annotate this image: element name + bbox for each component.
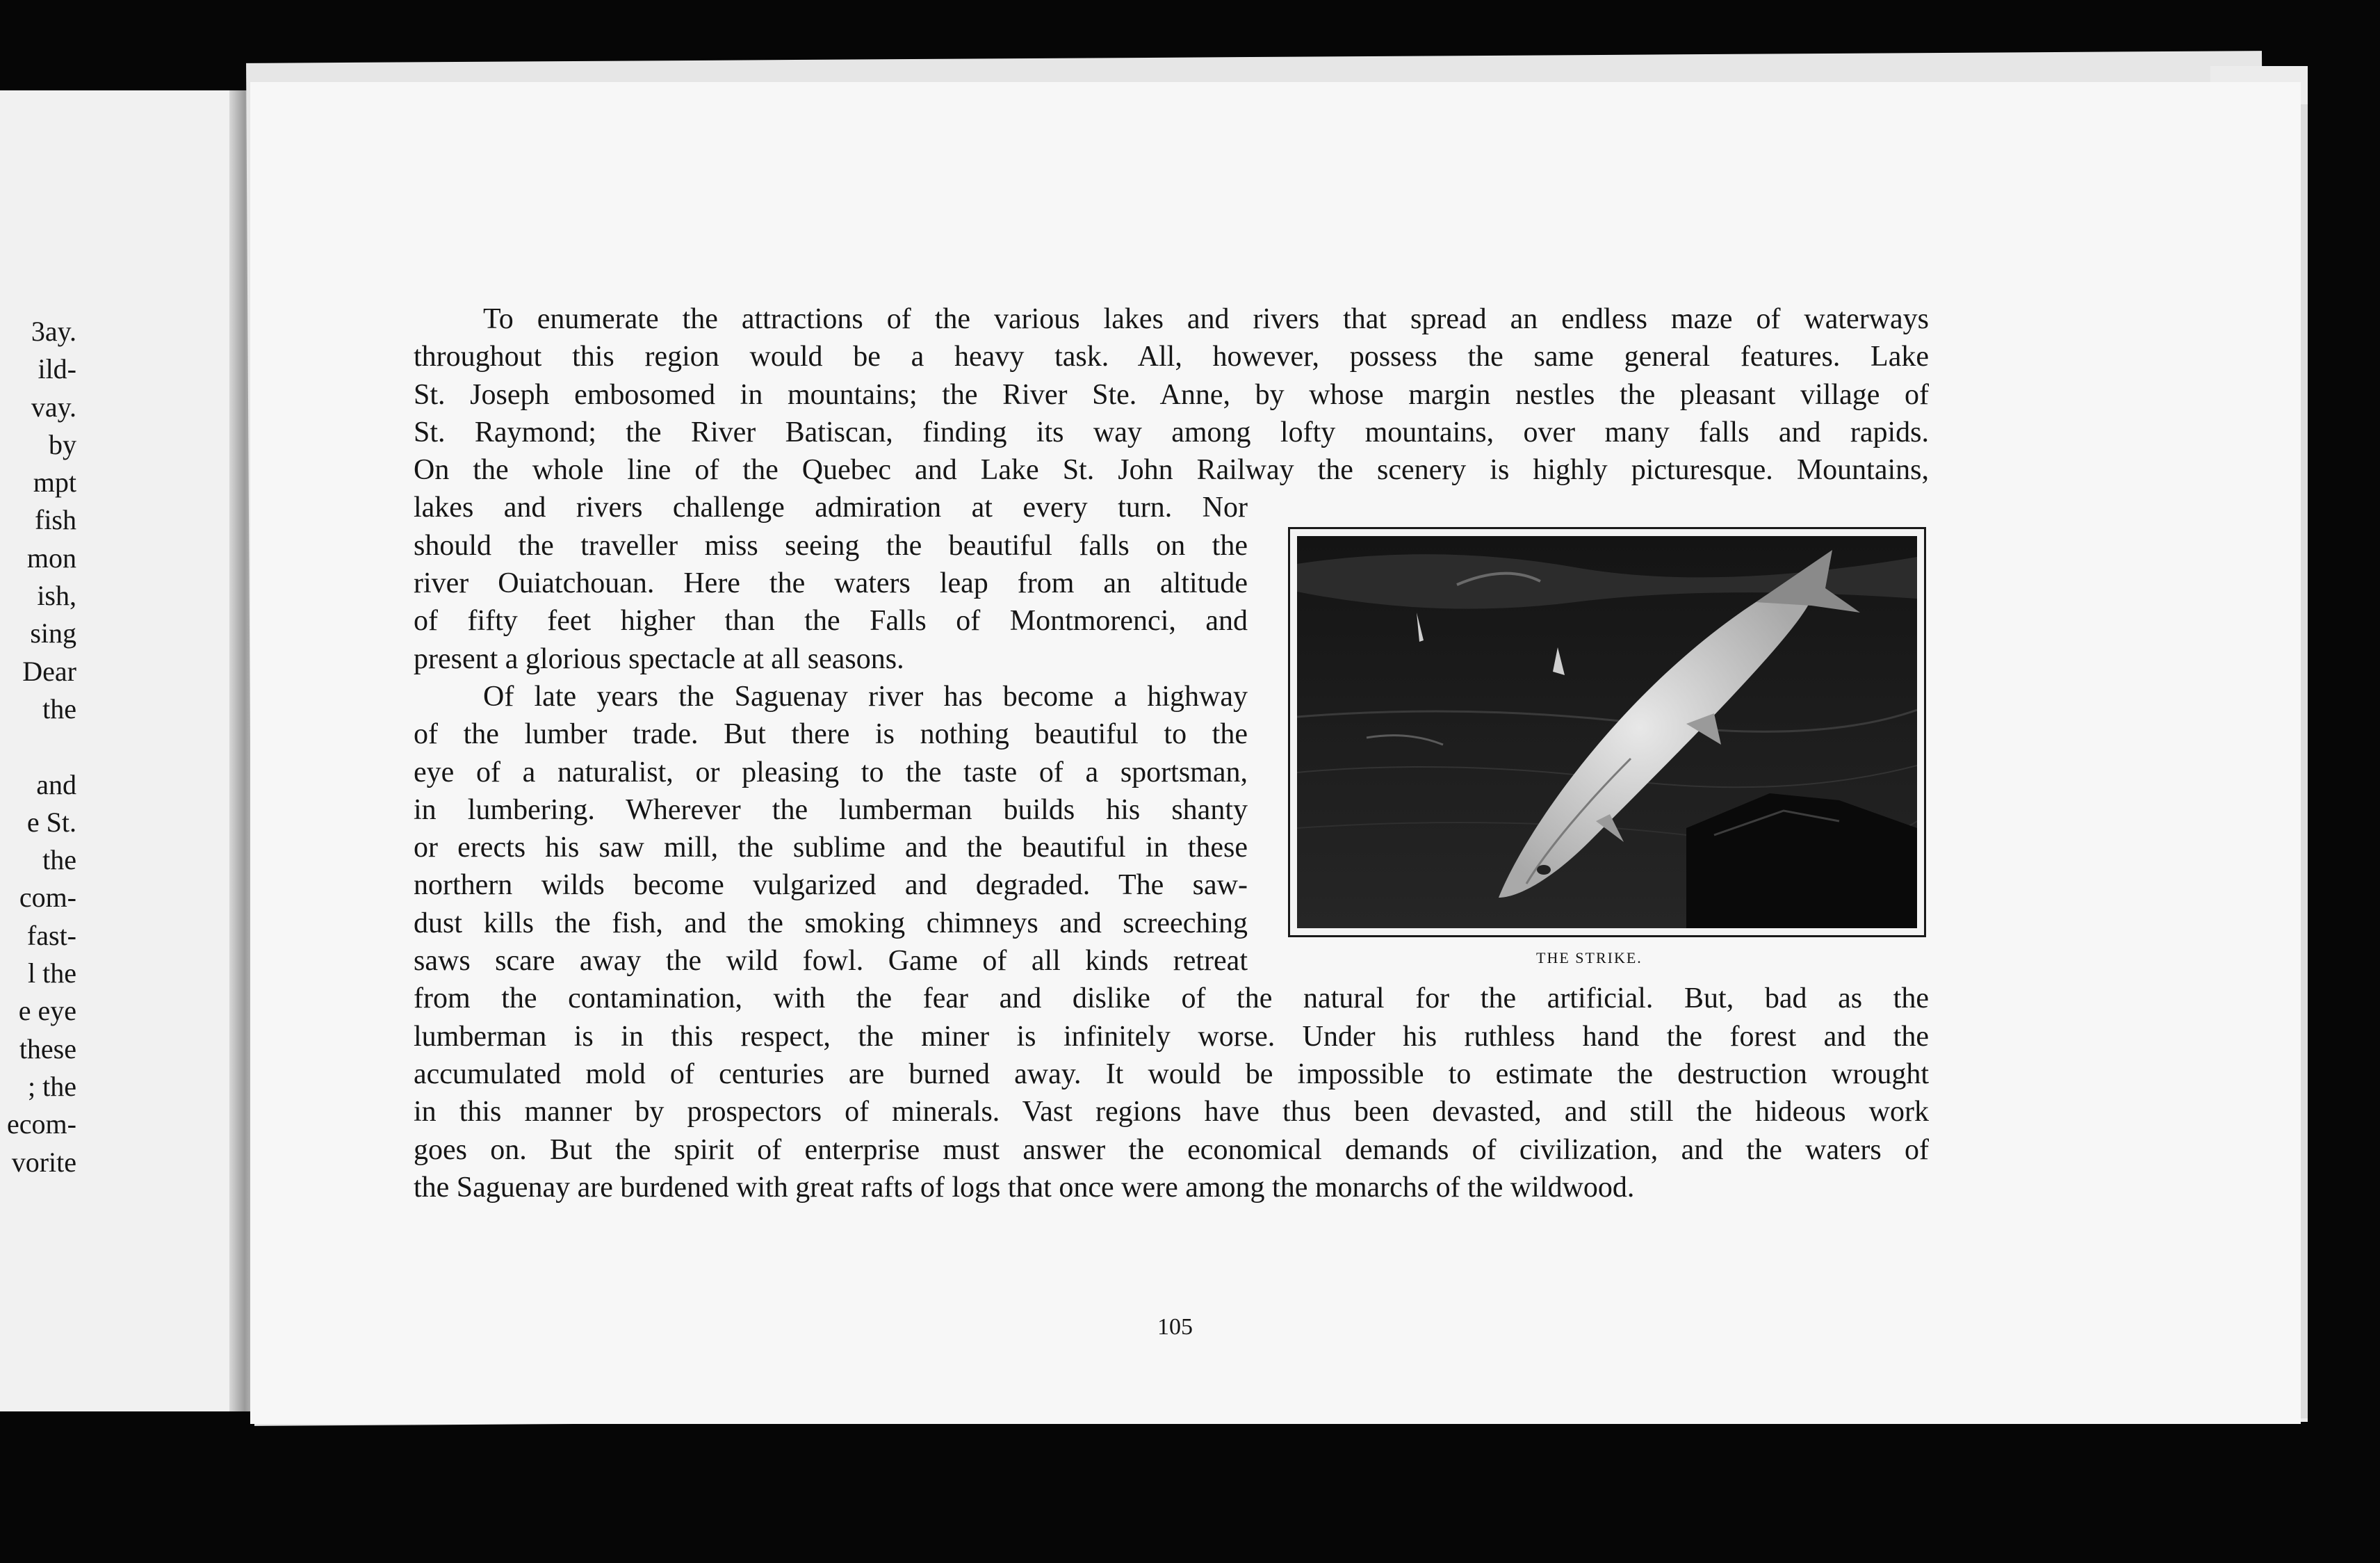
left-text-fragment <box>0 728 76 766</box>
left-text-fragment: e St. <box>26 806 76 838</box>
text-line: northern wilds become vulgarized and degraded. The saw- <box>414 869 1248 902</box>
left-text-fragment: l the <box>28 957 76 989</box>
left-text-fragment: vorite <box>11 1146 76 1178</box>
left-text-fragment: by <box>49 428 76 460</box>
text-line: of fifty feet higher than the Falls of Montmorenci, and <box>414 605 1248 638</box>
left-page-text-fragments <box>0 313 76 1181</box>
left-text-fragment: Dear <box>22 655 76 687</box>
text-line: in lumbering. Wherever the lumberman builds his shanty <box>414 793 1248 826</box>
text-line: On the whole line of the Quebec and Lake St. John Railway the scenery is highly picturesque. Mountains, <box>414 454 1929 487</box>
left-text-fragment: ish, <box>37 580 76 612</box>
text-line: saws scare away the wild fowl. Game of all kinds retreat <box>414 945 1248 978</box>
salmon-leaping-illustration <box>1297 536 1917 928</box>
left-page <box>0 90 245 1411</box>
text-line: throughout this region would be a heavy task. All, however, possess the same general features. Lake <box>414 341 1929 373</box>
left-text-fragment: e eye <box>18 995 76 1027</box>
left-text-fragment: these <box>19 1032 76 1064</box>
text-line: present a glorious spectacle at all seasons. <box>414 642 904 675</box>
left-text-fragment: ild- <box>38 353 76 385</box>
left-text-fragment: sing <box>30 617 76 649</box>
left-text-fragment: the <box>42 844 76 876</box>
left-text-fragment: and <box>36 768 76 800</box>
text-line: of the lumber trade. But there is nothing beautiful to the <box>414 718 1248 751</box>
left-text-fragment: ; the <box>28 1070 76 1102</box>
text-line: St. Raymond; the River Batiscan, finding its way among lofty mountains, over many falls and rapids. <box>414 416 1929 448</box>
left-text-fragment: fast- <box>26 919 76 951</box>
left-text-fragment: the <box>42 693 76 724</box>
text-line: accumulated mold of centuries are burned away. It would be impossible to estimate the destruction wrought <box>414 1058 1929 1090</box>
left-text-fragment: ecom- <box>7 1108 76 1140</box>
text-line: goes on. But the spirit of enterprise must answer the economical demands of civilization, and the waters of <box>414 1133 1929 1166</box>
left-text-fragment: mon <box>26 542 76 574</box>
left-text-fragment: com- <box>19 882 76 914</box>
text-line: or erects his saw mill, the sublime and the beautiful in these <box>414 832 1248 864</box>
text-line: To enumerate the attractions of the various lakes and rivers that spread an endless maze of waterways <box>483 303 1929 335</box>
page-number: 105 <box>1157 1314 1193 1340</box>
text-line: dust kills the fish, and the smoking chimneys and screeching <box>414 907 1248 939</box>
figure-the-strike <box>1288 527 1926 937</box>
text-line: river Ouiatchouan. Here the waters leap from an altitude <box>414 567 1248 600</box>
text-line: eye of a naturalist, or pleasing to the taste of a sportsman, <box>414 756 1248 788</box>
left-text-fragment: fish <box>35 504 76 536</box>
text-line: the Saguenay are burdened with great rafts of logs that once were among the monarchs of the wildwood. <box>414 1171 1635 1204</box>
text-line: Of late years the Saguenay river has become a highway <box>483 680 1248 713</box>
left-text-fragment: mpt <box>33 467 76 499</box>
left-text-fragment: 3ay. <box>31 316 76 347</box>
text-line: should the traveller miss seeing the beautiful falls on the <box>414 529 1248 562</box>
figure-caption: THE STRIKE. <box>1536 949 1643 966</box>
text-line: St. Joseph embosomed in mountains; the River Ste. Anne, by whose margin nestles the pleasant village of <box>414 378 1929 411</box>
text-line: lakes and rivers challenge admiration at every turn. Nor <box>414 492 1248 524</box>
left-text-fragment: vay. <box>31 391 76 423</box>
text-line: from the contamination, with the fear and dislike of the natural for the artificial. But, bad as the <box>414 982 1929 1015</box>
text-line: lumberman is in this respect, the miner is infinitely worse. Under his ruthless hand the forest and the <box>414 1020 1929 1053</box>
text-line: in this manner by prospectors of minerals. Vast regions have thus been devasted, and still the hideous work <box>414 1096 1929 1128</box>
